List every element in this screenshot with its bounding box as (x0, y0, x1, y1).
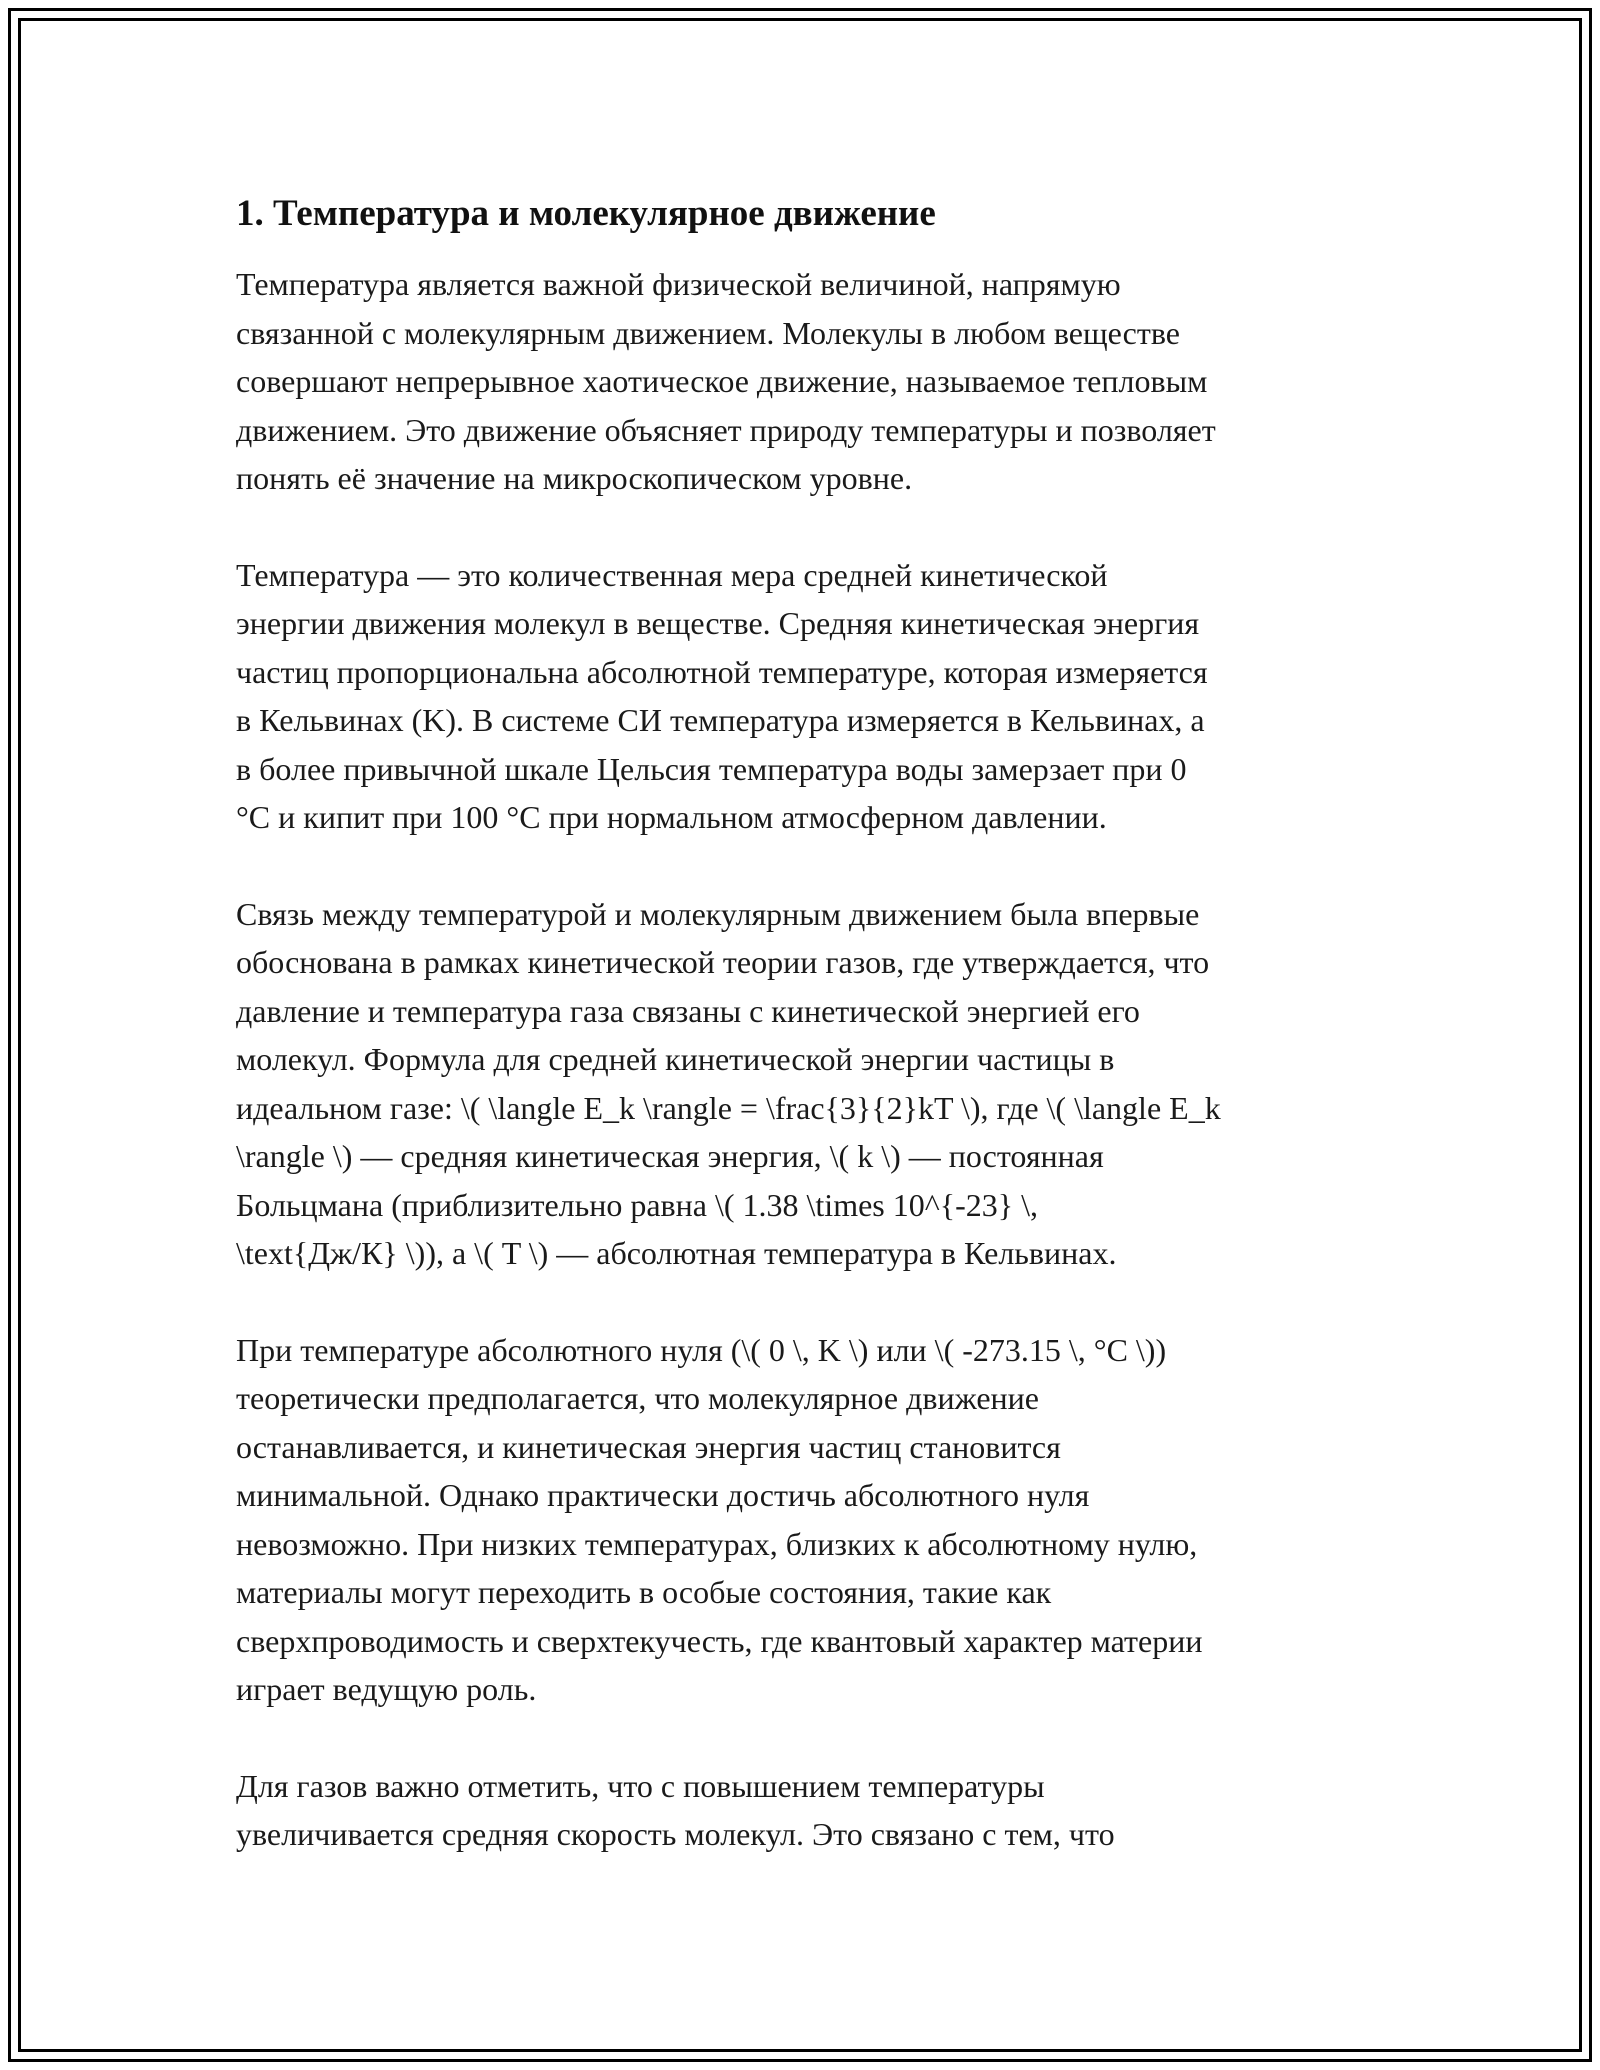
paragraph-line: связанной с молекулярным движением. Молекулы в любом веществе (236, 314, 1180, 351)
paragraph-line: играет ведущую роль. (236, 1671, 537, 1707)
paragraph-line: совершают непрерывное хаотическое движение, называемое тепловым (236, 363, 1208, 399)
paragraph-line: идеальном газе: \( \langle E_k \rangle = \frac{3}{2}kT \), где \( \langle E_k (236, 1089, 1221, 1126)
paragraph (236, 260, 1366, 503)
paragraph-list (236, 260, 1366, 1859)
paragraph-line: минимальной. Однако практически достичь абсолютного нуля (236, 1477, 1090, 1513)
section-title: 1. Температура и молекулярное движение (236, 193, 936, 234)
paragraph-line: Температура является важной физической величиной, напрямую (236, 266, 1121, 302)
paragraph-line: останавливается, и кинетическая энергия частиц становится (236, 1428, 1061, 1465)
document-body (236, 190, 1366, 1907)
paragraph (236, 1326, 1366, 1714)
paragraph-line: При температуре абсолютного нуля (\( 0 \, K \) или \( -273.15 \, °C \)) (236, 1331, 1167, 1368)
paragraph-line: обоснована в рамках кинетической теории газов, где утверждается, что (236, 944, 1210, 980)
paragraph-line: Связь между температурой и молекулярным движением была впервые (236, 895, 1200, 932)
paragraph-line: теоретически предполагается, что молекулярное движение (236, 1380, 1039, 1416)
paragraph-line: энергии движения молекул в веществе. Средняя кинетическая энергия (236, 605, 1200, 641)
paragraph-line: в более привычной шкале Цельсия температура воды замерзает при 0 (236, 750, 1187, 787)
paragraph-line: давление и температура газа связаны с кинетической энергией его (236, 992, 1140, 1029)
paragraph (236, 1762, 1366, 1859)
paragraph-line: молекул. Формула для средней кинетической энергии частицы в (236, 1041, 1115, 1077)
paragraph-line: понять её значение на микроскопическом уровне. (236, 460, 913, 496)
paragraph-line: Больцмана (приблизительно равна \( 1.38 \times 10^{-23} \, (236, 1186, 1039, 1223)
paragraph-line: материалы могут переходить в особые состояния, такие как (236, 1574, 1052, 1610)
paragraph-line: \text{Дж/К} \)), а \( T \) — абсолютная температура в Кельвинах. (236, 1235, 1117, 1271)
paragraph-line: движением. Это движение объясняет природу температуры и позволяет (236, 411, 1216, 448)
paragraph-line: Температура — это количественная мера средней кинетической (236, 556, 1108, 593)
paragraph-line: в Кельвинах (K). В системе СИ температура измеряется в Кельвинах, а (236, 702, 1205, 738)
paragraph-line: увеличивается средняя скорость молекул. Это связано с тем, что (236, 1816, 1115, 1852)
paragraph (236, 890, 1366, 1278)
paragraph-line: \rangle \) — средняя кинетическая энергия, \( k \) — постоянная (236, 1138, 1104, 1174)
paragraph-line: °C и кипит при 100 °C при нормальном атмосферном давлении. (236, 799, 1107, 835)
paragraph-line: невозможно. При низких температурах, близких к абсолютному нулю, (236, 1525, 1198, 1562)
paragraph (236, 551, 1366, 842)
paragraph-line: Для газов важно отметить, что с повышением температуры (236, 1767, 1045, 1804)
paragraph-line: сверхпроводимость и сверхтекучесть, где квантовый характер материи (236, 1622, 1203, 1659)
paragraph-line: частиц пропорциональна абсолютной температуре, которая измеряется (236, 653, 1208, 690)
